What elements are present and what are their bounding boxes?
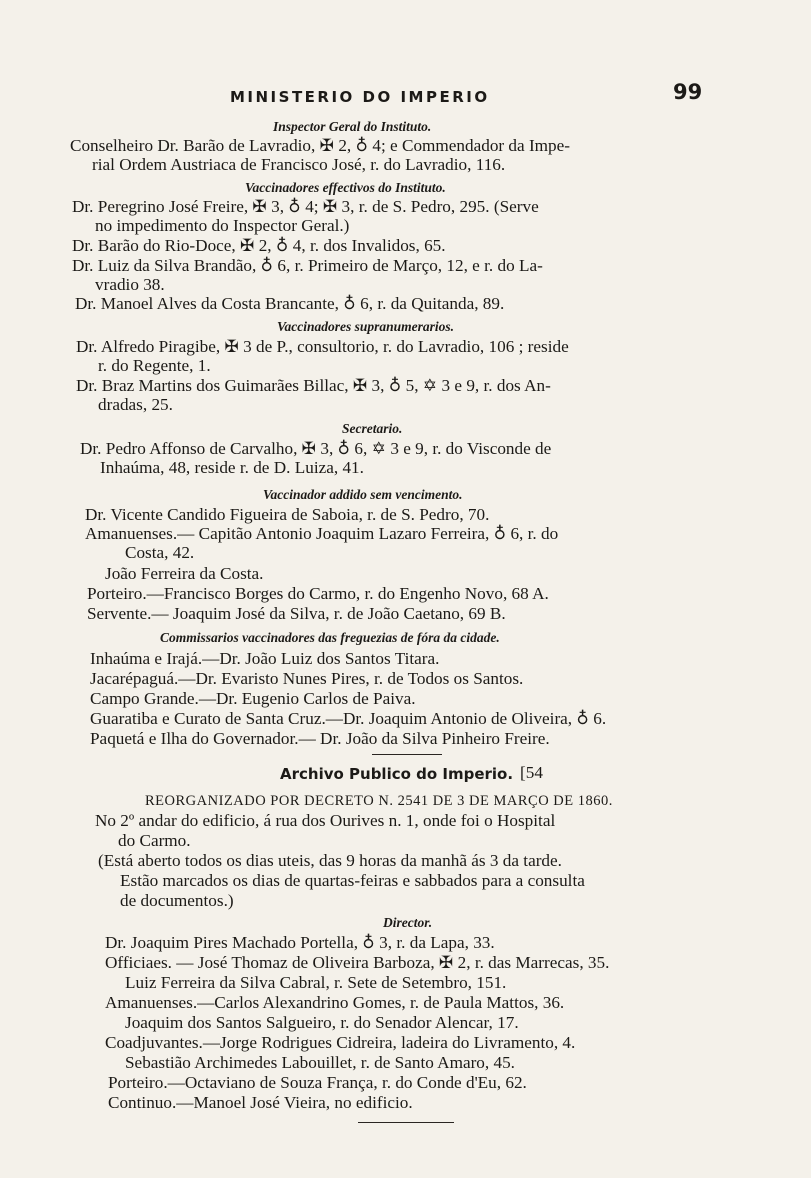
divider-rule	[358, 1122, 454, 1123]
section-heading: Vaccinadores effectivos do Instituto.	[245, 180, 446, 195]
text-line: Officiaes. — José Thomaz de Oliveira Barboza, ✠ 2, r. das Marrecas, 35.	[105, 953, 610, 972]
text-line: Dr. Peregrino José Freire, ✠ 3, ♁ 4; ✠ 3, r. de S. Pedro, 295. (Serve	[72, 197, 539, 216]
text-line: Costa, 42.	[125, 543, 195, 562]
text-line: Dr. Manoel Alves da Costa Brancante, ♁ 6, r. da Quitanda, 89.	[75, 294, 505, 313]
text-line: Estão marcados os dias de quartas-feiras e sabbados para a consulta	[120, 871, 585, 890]
section-heading: Vaccinadores supranumerarios.	[277, 319, 455, 334]
text-line: vradio 38.	[95, 275, 165, 294]
section-heading: Commissarios vaccinadores das freguezias de fóra da cidade.	[160, 630, 500, 645]
text-line: Dr. Barão do Rio-Doce, ✠ 2, ♁ 4, r. dos Invalidos, 65.	[72, 236, 446, 255]
text-line: Amanuenses.— Capitão Antonio Joaquim Lazaro Ferreira, ♁ 6, r. do	[85, 524, 559, 543]
text-line: Amanuenses.—Carlos Alexandrino Gomes, r. de Paula Mattos, 36.	[105, 993, 565, 1012]
text-line: r. do Regente, 1.	[98, 356, 211, 375]
text-line: Dr. Alfredo Piragibe, ✠ 3 de P., consultorio, r. do Lavradio, 106 ; reside	[76, 337, 569, 356]
text-line: Inhaúma e Irajá.—Dr. João Luiz dos Santos Titara.	[90, 649, 440, 668]
text-line: Porteiro.—Francisco Borges do Carmo, r. do Engenho Novo, 68 A.	[87, 584, 549, 603]
section-heading: Secretario.	[342, 421, 403, 436]
text-line: dradas, 25.	[98, 395, 173, 414]
page-header	[0, 80, 811, 116]
text-line: Paquetá e Ilha do Governador.— Dr. João da Silva Pinheiro Freire.	[90, 729, 550, 748]
text-line: Continuo.—Manoel José Vieira, no edificio.	[108, 1093, 413, 1112]
text-line: Jacarépaguá.—Dr. Evaristo Nunes Pires, r. de Todos os Santos.	[90, 669, 524, 688]
section-heading: Director.	[383, 915, 433, 930]
text-line: João Ferreira da Costa.	[105, 564, 264, 583]
text-line: Coadjuvantes.—Jorge Rodrigues Cidreira, ladeira do Livramento, 4.	[105, 1033, 576, 1052]
text-line: rial Ordem Austriaca de Francisco José, r. do Lavradio, 116.	[92, 155, 506, 174]
text-line: Luiz Ferreira da Silva Cabral, r. Sete de Setembro, 151.	[125, 973, 507, 992]
text-line: Joaquim dos Santos Salgueiro, r. do Senador Alencar, 17.	[125, 1013, 519, 1032]
page-number: 99	[673, 80, 703, 104]
text-line: (Está aberto todos os dias uteis, das 9 horas da manhã ás 3 da tarde.	[98, 851, 562, 870]
text-line: Conselheiro Dr. Barão de Lavradio, ✠ 2, ♁ 4; e Commendador da Impe-	[70, 136, 570, 155]
text-line: Porteiro.—Octaviano de Souza França, r. do Conde d'Eu, 62.	[108, 1073, 527, 1092]
text-line: Guaratiba e Curato de Santa Cruz.—Dr. Joaquim Antonio de Oliveira, ♁ 6.	[90, 709, 607, 728]
divider-rule	[372, 754, 442, 755]
text-line: Dr. Vicente Candido Figueira de Saboia, r. de S. Pedro, 70.	[85, 505, 490, 524]
text-line: Dr. Pedro Affonso de Carvalho, ✠ 3, ♁ 6, ✡ 3 e 9, r. do Visconde de	[80, 439, 552, 458]
running-title: MINISTERIO DO IMPERIO	[230, 88, 490, 106]
text-line: no impedimento do Inspector Geral.)	[95, 216, 350, 235]
section-heading: Inspector Geral do Instituto.	[273, 119, 432, 134]
text-line: Campo Grande.—Dr. Eugenio Carlos de Paiva.	[90, 689, 416, 708]
text-line: Inhaúma, 48, reside r. de D. Luiza, 41.	[100, 458, 364, 477]
text-line: Dr. Braz Martins dos Guimarães Billac, ✠ 3, ♁ 5, ✡ 3 e 9, r. dos An-	[76, 376, 551, 395]
archive-section-title: Archivo Publico do Imperio.	[280, 765, 514, 783]
section-heading: Vaccinador addido sem vencimento.	[263, 487, 463, 502]
text-line: Sebastião Archimedes Labouillet, r. de Santo Amaro, 45.	[125, 1053, 515, 1072]
page-reference: [54	[520, 763, 543, 782]
text-line: Dr. Luiz da Silva Brandão, ♁ 6, r. Primeiro de Março, 12, e r. do La-	[72, 256, 543, 275]
text-line: Servente.— Joaquim José da Silva, r. de João Caetano, 69 B.	[87, 604, 506, 623]
decree-line: REORGANIZADO POR DECRETO N. 2541 DE 3 DE MARÇO DE 1860.	[145, 793, 613, 809]
text-line: No 2º andar do edificio, á rua dos Ourives n. 1, onde foi o Hospital	[95, 811, 556, 830]
text-line: Dr. Joaquim Pires Machado Portella, ♁ 3, r. da Lapa, 33.	[105, 933, 495, 952]
text-line: do Carmo.	[118, 831, 191, 850]
text-line: de documentos.)	[120, 891, 234, 910]
